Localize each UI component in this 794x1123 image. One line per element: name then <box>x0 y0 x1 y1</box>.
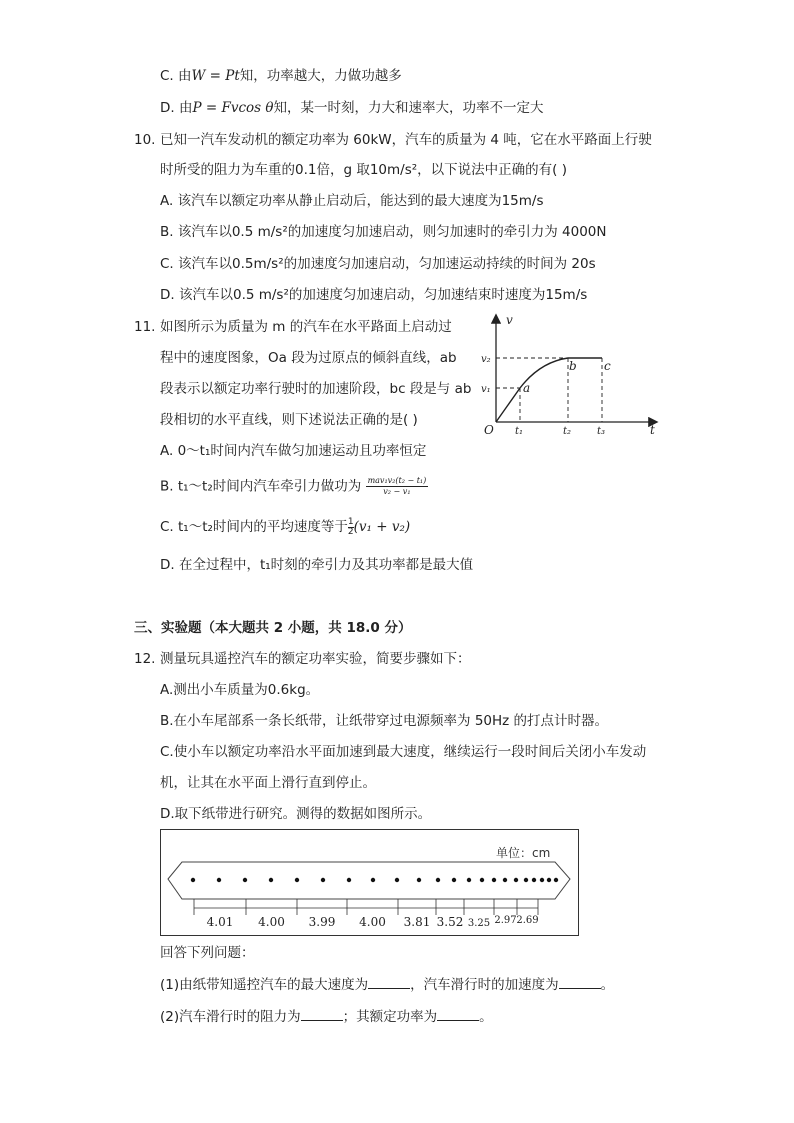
tape-dot <box>436 878 440 882</box>
q10-number: 10. <box>134 132 156 148</box>
q12-step-c-line2: 机，让其在水平面上滑行直到停止。 <box>160 775 376 791</box>
q12-step-c-line1: C.使小车以额定功率沿水平面加速到最大速度，继续运行一段时间后关闭小车发动 <box>160 744 647 760</box>
tape-dot <box>467 878 471 882</box>
tape-unit-label: 单位：cm <box>496 846 551 860</box>
t1-label: t₁ <box>515 426 524 437</box>
tape-dot <box>554 878 558 882</box>
q11-stem-line2: 程中的速度图象，Oa 段为过原点的倾斜直线，ab <box>160 350 457 366</box>
tape-dot <box>347 878 351 882</box>
q12-stem: 测量玩具遥控汽车的额定功率实验，简要步骤如下： <box>160 651 471 667</box>
answer-blank-deceleration[interactable] <box>559 974 601 989</box>
answer-blank-resistance[interactable] <box>301 1006 343 1021</box>
tape-dot <box>514 878 518 882</box>
point-b-label: b <box>569 359 577 373</box>
tape-dot <box>524 878 528 882</box>
tape-dot <box>243 878 247 882</box>
tape-dot <box>295 878 299 882</box>
q11-option-d: D. 在全过程中，t₁时刻的牵引力及其功率都是最大值 <box>160 557 474 573</box>
q11-option-b-fraction: $\frac{\text{mav₁v₂(t₂ − t₁)}}{\text{v₂ − v₁}}$ <box>367 476 427 496</box>
tape-dot <box>269 878 273 882</box>
velocity-curve <box>496 358 602 422</box>
tape-segment-label: 3.99 <box>308 915 336 929</box>
tape-dot <box>217 878 221 882</box>
tape-dot <box>492 878 496 882</box>
q12-sub1: (1)由纸带知遥控汽车的最大速度为 ，汽车滑行时的加速度为 。 <box>160 974 614 995</box>
tape-dot <box>540 878 544 882</box>
tape-dot <box>371 878 375 882</box>
q11-stem-line4: 段相切的水平直线，则下述说法正确的是( ) <box>160 412 418 428</box>
q9-option-d: D. 由P = Fvcos θ知，某一时刻，力大和速率大，功率不一定大 <box>160 100 544 116</box>
paper-tape <box>168 862 570 899</box>
q10-option-b: B. 该汽车以0.5 m/s²的加速度匀加速启动，则匀加速时的牵引力为 4000N <box>160 224 607 240</box>
tape-segment-label: 4.00 <box>258 915 285 929</box>
q10-stem-line1: 已知一汽车发动机的额定功率为 60kW，汽车的质量为 4 吨，它在水平路面上行驶 <box>160 132 652 148</box>
answer-blank-max-speed[interactable] <box>368 974 410 989</box>
q12-step-b: B.在小车尾部系一条长纸带，让纸带穿过电源频率为 50Hz 的打点计时器。 <box>160 713 609 729</box>
q11-option-c: C. t₁～t₂时间内的平均速度等于 $\frac{1}{2}(v_1 + v_2)$ <box>160 516 411 537</box>
point-a-label: a <box>523 381 531 395</box>
q10-option-a: A. 该汽车以额定功率从静止启动后，能达到的最大速度为15m/s <box>160 193 544 209</box>
tape-segment-label: 3.52 <box>436 915 464 929</box>
q11-stem-line1: 如图所示为质量为 m 的汽车在水平路面上启动过 <box>160 319 452 335</box>
tape-segment-label: 3.25 <box>467 918 491 929</box>
q11-option-c-half: $\frac{1}{2}$ <box>347 516 354 537</box>
t3-label: t₃ <box>597 426 606 437</box>
q10-option-d: D. 该汽车以0.5 m/s²的加速度匀加速启动，匀加速结束时速度为15m/s <box>160 287 588 303</box>
answer-blank-rated-power[interactable] <box>437 1006 479 1021</box>
tape-dot <box>532 878 536 882</box>
q9-option-c: C. 由W = Pt知，功率越大，力做功越多 <box>160 68 402 84</box>
q11-vt-graph <box>478 310 664 440</box>
tape-segment-label: 2.69 <box>516 915 539 926</box>
q12-number: 12. <box>134 651 156 667</box>
tape-segment-label: 2.97 <box>494 915 517 926</box>
q10-option-c: C. 该汽车以0.5m/s²的加速度匀加速启动，匀加速运动持续的时间为 20s <box>160 256 596 272</box>
tape-dot <box>417 878 421 882</box>
q12-step-a: A.测出小车质量为0.6kg。 <box>160 682 320 698</box>
tape-dot <box>503 878 507 882</box>
tape-dot <box>321 878 325 882</box>
t-axis-label: t <box>650 423 655 437</box>
v2-label: v₂ <box>481 354 491 365</box>
tape-segment-label: 4.01 <box>206 915 234 929</box>
q11-option-a: A. 0～t₁时间内汽车做匀加速运动且功率恒定 <box>160 443 427 459</box>
q12-sub2: (2)汽车滑行时的阻力为 ；其额定功率为 。 <box>160 1006 493 1027</box>
q10-stem-line2: 时所受的阻力为车重的0.1倍，g 取10m/s²，以下说法中正确的有( ) <box>160 162 567 178</box>
paper-tape-figure <box>160 829 580 937</box>
tape-dot <box>395 878 399 882</box>
q11-option-b: B. t₁～t₂时间内汽车牵引力做功为 $\frac{\text{mav₁v₂(t₂ − t₁)}}{\text{v₂ − v₁}}$ <box>160 476 427 496</box>
t2-label: t₂ <box>563 426 572 437</box>
tape-dot <box>480 878 484 882</box>
v1-label: v₁ <box>481 384 491 395</box>
tape-dot <box>547 878 551 882</box>
tape-segment-label: 3.81 <box>403 915 431 929</box>
q12-answer-intro: 回答下列问题： <box>160 945 255 961</box>
q11-stem-line3: 段表示以额定功率行驶时的加速阶段，bc 段是与 ab <box>160 381 472 397</box>
q12-step-d: D.取下纸带进行研究。测得的数据如图所示。 <box>160 806 432 822</box>
v-axis-label: v <box>506 313 513 327</box>
origin-label: O <box>484 423 494 437</box>
point-c-label: c <box>604 359 611 373</box>
tape-dot <box>452 878 456 882</box>
q11-number: 11. <box>134 319 156 335</box>
tape-segment-label: 4.00 <box>359 915 386 929</box>
tape-dot <box>191 878 195 882</box>
section-3-title: 三、实验题（本大题共 2 小题，共 18.0 分） <box>134 620 412 636</box>
